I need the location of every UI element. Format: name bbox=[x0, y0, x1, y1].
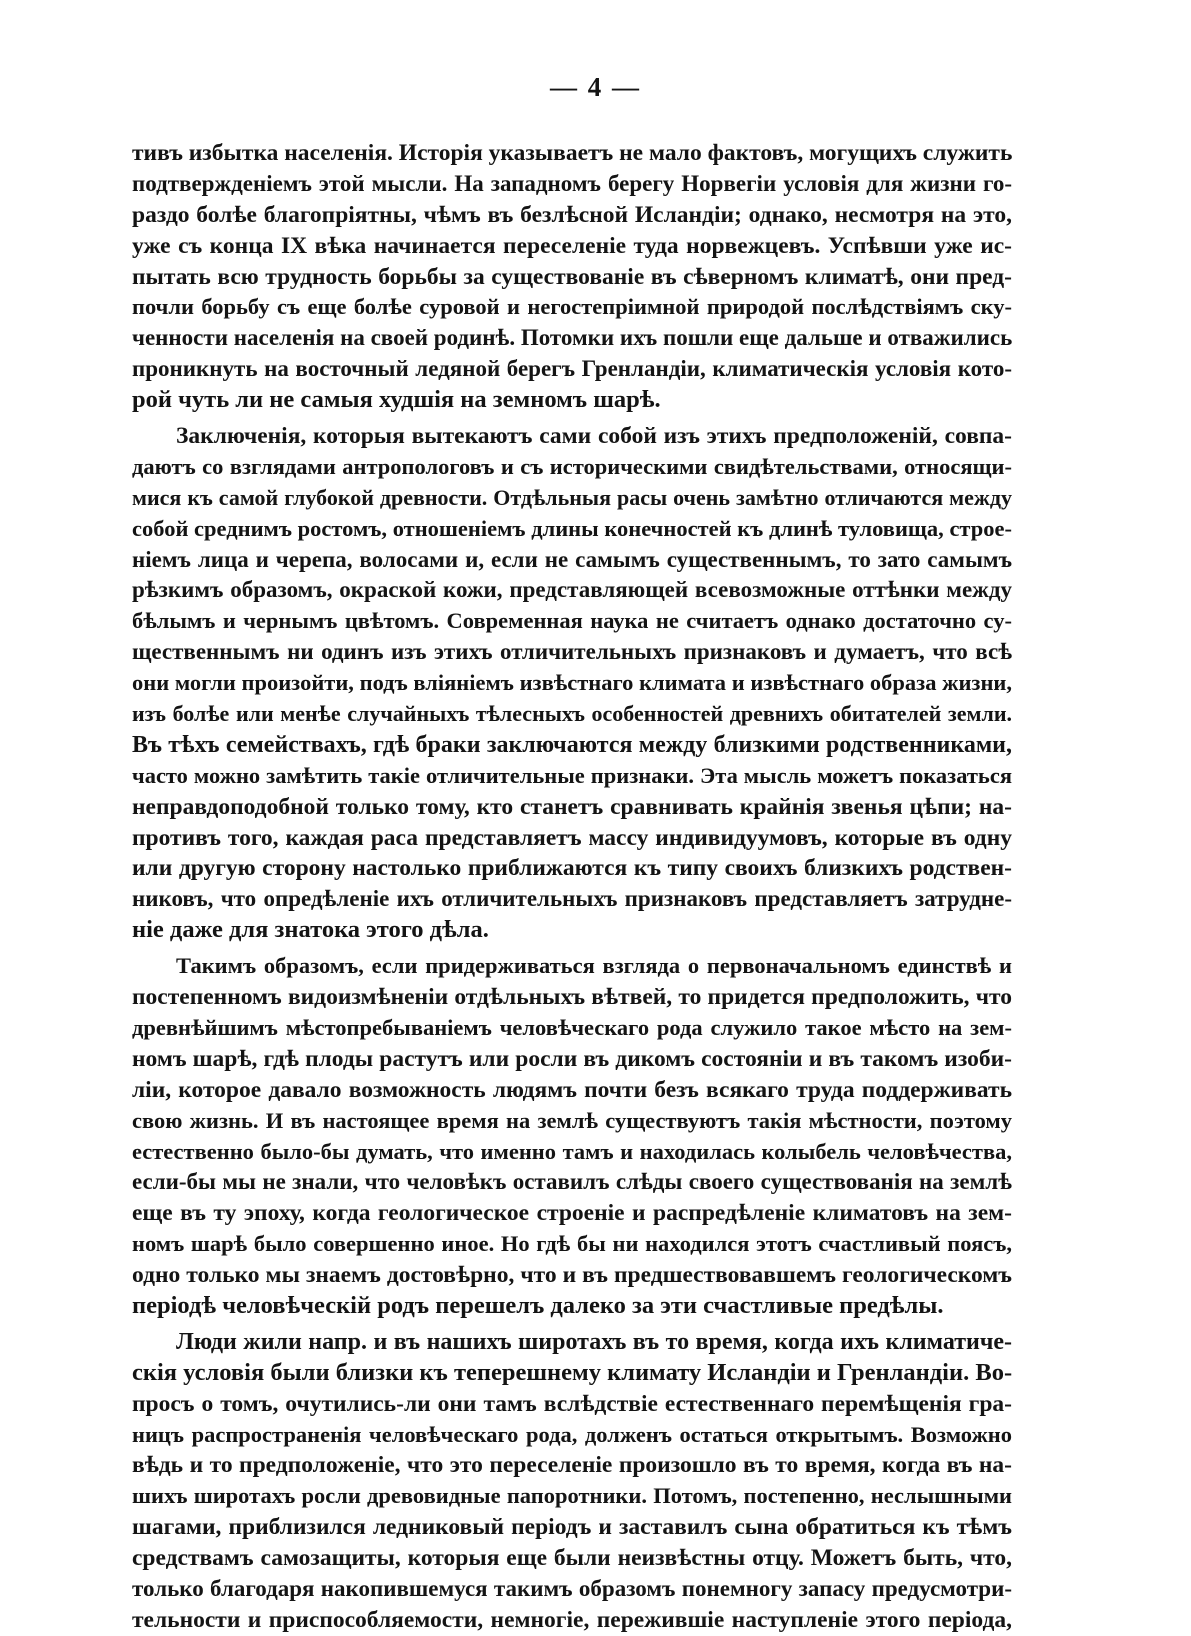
text-line: уже съ конца IX вѣка начинается переселеніе туда норвежцевъ. Успѣвши уже ис- bbox=[132, 232, 1012, 259]
text-line: рѣзкимъ образомъ, окраской кожи, представляющей всевозможные оттѣнки между bbox=[132, 577, 1012, 603]
text-line: раздо болѣе благопріятны, чѣмъ въ безлѣсной Исландіи; однако, несмотря на это, bbox=[132, 201, 1012, 228]
text-line: вѣдь и то предположеніе, что это переселеніе произошло въ то время, когда въ на- bbox=[132, 1452, 1012, 1479]
text-line: только благодаря накопившемуся такимъ образомъ понемногу запасу предусмотри- bbox=[132, 1575, 1012, 1601]
text-line: проникнуть на восточный ледяной берегъ Гренландіи, климатическія условія кото- bbox=[132, 356, 1012, 382]
text-line: даютъ со взглядами антропологовъ и съ историческими свидѣтельствами, относящи- bbox=[132, 453, 1012, 479]
text-line: неправдоподобной только тому, кто станетъ сравнивать крайнія звенья цѣпи; на- bbox=[132, 793, 1012, 820]
text-line: шагами, приблизился ледниковый періодъ и заставилъ сына обратиться къ тѣмъ bbox=[132, 1514, 1012, 1541]
text-line: подтвержденіемъ этой мысли. На западномъ берегу Норвегіи условія для жизни го- bbox=[132, 170, 1012, 196]
text-line: ліи, которое давало возможность людямъ почти безъ всякаго труда поддерживать bbox=[132, 1076, 1012, 1103]
body-text bbox=[132, 138, 1012, 1636]
text-line: одно только мы знаемъ достовѣрно, что и въ предшествовавшемъ геологическомъ bbox=[132, 1262, 1012, 1289]
text-line: бѣлымъ и чернымъ цвѣтомъ. Современная наука не считаетъ однако достаточно су- bbox=[132, 608, 1012, 634]
text-line: періодѣ человѣческій родъ перешелъ далеко за эти счастливые предѣлы. bbox=[132, 1291, 944, 1319]
text-line: рой чуть ли не самыя худшія на земномъ шарѣ. bbox=[132, 386, 661, 414]
paragraph-2 bbox=[132, 421, 1012, 946]
text-line: собой среднимъ ростомъ, отношеніемъ длины конечностей къ длинѣ туловища, строе- bbox=[132, 515, 1012, 541]
text-line: щественнымъ ни одинъ изъ этихъ отличительныхъ признаковъ и думаетъ, что всѣ bbox=[132, 639, 1012, 665]
text-line: никовъ, что опредѣленіе ихъ отличительныхъ признаковъ представляетъ затрудне- bbox=[132, 886, 1012, 912]
paragraph-1 bbox=[132, 138, 1012, 416]
paragraph-3 bbox=[132, 951, 1012, 1322]
text-line: естественно было-бы думать, что именно тамъ и находилась колыбель человѣчества, bbox=[132, 1138, 1012, 1164]
text-line: противъ того, каждая раса представляетъ массу индивидуумовъ, которые въ одну bbox=[132, 824, 1012, 851]
text-line: они могли произойти, подъ вліяніемъ извѣстнаго климата и извѣстнаго образа жизни, bbox=[132, 670, 1012, 696]
text-line: почли борьбу съ еще болѣе суровой и негостепріимной природой послѣдствіямъ ску- bbox=[132, 294, 1012, 320]
text-line: Люди жили напр. и въ нашихъ широтахъ въ то время, когда ихъ климатиче- bbox=[176, 1328, 1012, 1355]
text-line: еще въ ту эпоху, когда геологическое строеніе и распредѣленіе климатовъ на зем- bbox=[132, 1200, 1012, 1227]
text-line: ніемъ лица и черепа, волосами и, если не самымъ существеннымъ, то зато самымъ bbox=[132, 546, 1012, 572]
text-line: или другую сторону настолько приближаются къ типу своихъ близкихъ родствен- bbox=[132, 855, 1012, 882]
text-line: тельности и приспособляемости, немногіе, пережившіе наступленіе этого періода, bbox=[132, 1606, 1012, 1633]
page-number: — 4 — bbox=[550, 72, 641, 102]
text-line: средствамъ самозащиты, которыя еще были неизвѣстны отцу. Можетъ быть, что, bbox=[132, 1545, 1012, 1572]
text-line: ницъ распространенія человѣческаго рода, долженъ остаться открытымъ. Возможно bbox=[132, 1421, 1012, 1447]
paragraph-4 bbox=[132, 1327, 1012, 1636]
text-line: Заключенія, которыя вытекаютъ сами собой изъ этихъ предположеній, совпа- bbox=[176, 423, 1012, 450]
text-line: часто можно замѣтить такіе отличительные признаки. Эта мысль можетъ показаться bbox=[132, 762, 1012, 788]
text-line: мися къ самой глубокой древности. Отдѣльныя расы очень замѣтно отличаются между bbox=[132, 484, 1012, 510]
text-line: древнѣйшимъ мѣстопребываніемъ человѣческаго рода служило такое мѣсто на зем- bbox=[132, 1014, 1012, 1040]
text-line: Въ тѣхъ семействахъ, гдѣ браки заключаются между близкими родственниками, bbox=[132, 731, 1012, 758]
text-line: изъ болѣе или менѣе случайныхъ тѣлесныхъ особенностей древнихъ обитателей земли. bbox=[132, 701, 1012, 727]
text-line: Такимъ образомъ, если придерживаться взгляда о первоначальномъ единствѣ и bbox=[176, 953, 1012, 979]
text-line: ніе даже для знатока этого дѣла. bbox=[132, 916, 489, 944]
text-line: постепенномъ видоизмѣненіи отдѣльныхъ вѣтвей, то придется предположить, что bbox=[132, 984, 1012, 1011]
text-line: свою жизнь. И въ настоящее время на землѣ существуютъ такія мѣстности, поэтому bbox=[132, 1107, 1012, 1133]
text-line: ченности населенія на своей родинѣ. Потомки ихъ пошли еще дальше и отважились bbox=[132, 325, 1012, 351]
text-line: номъ шарѣ, гдѣ плоды растутъ или росли въ дикомъ состояніи и въ такомъ изоби- bbox=[132, 1045, 1012, 1072]
text-line: пытать всю трудность борьбы за существованіе въ сѣверномъ климатѣ, они пред- bbox=[132, 263, 1012, 290]
text-line: просъ о томъ, очутились-ли они тамъ вслѣдствіе естественнаго перемѣщенія гра- bbox=[132, 1390, 1012, 1417]
text-line: если-бы мы не знали, что человѣкъ оставилъ слѣды своего существованія на землѣ bbox=[132, 1169, 1012, 1195]
text-line: скія условія были близки къ теперешнему климату Исландіи и Гренландіи. Во- bbox=[132, 1358, 1012, 1386]
text-line: номъ шарѣ было совершенно иное. Но гдѣ бы ни находился этотъ счастливый поясъ, bbox=[132, 1231, 1012, 1257]
text-line: шихъ широтахъ росли древовидные папоротники. Потомъ, постепенно, неслышными bbox=[132, 1483, 1012, 1509]
text-line: тивъ избытка населенія. Исторія указываетъ не мало фактовъ, могущихъ служить bbox=[132, 140, 1012, 166]
